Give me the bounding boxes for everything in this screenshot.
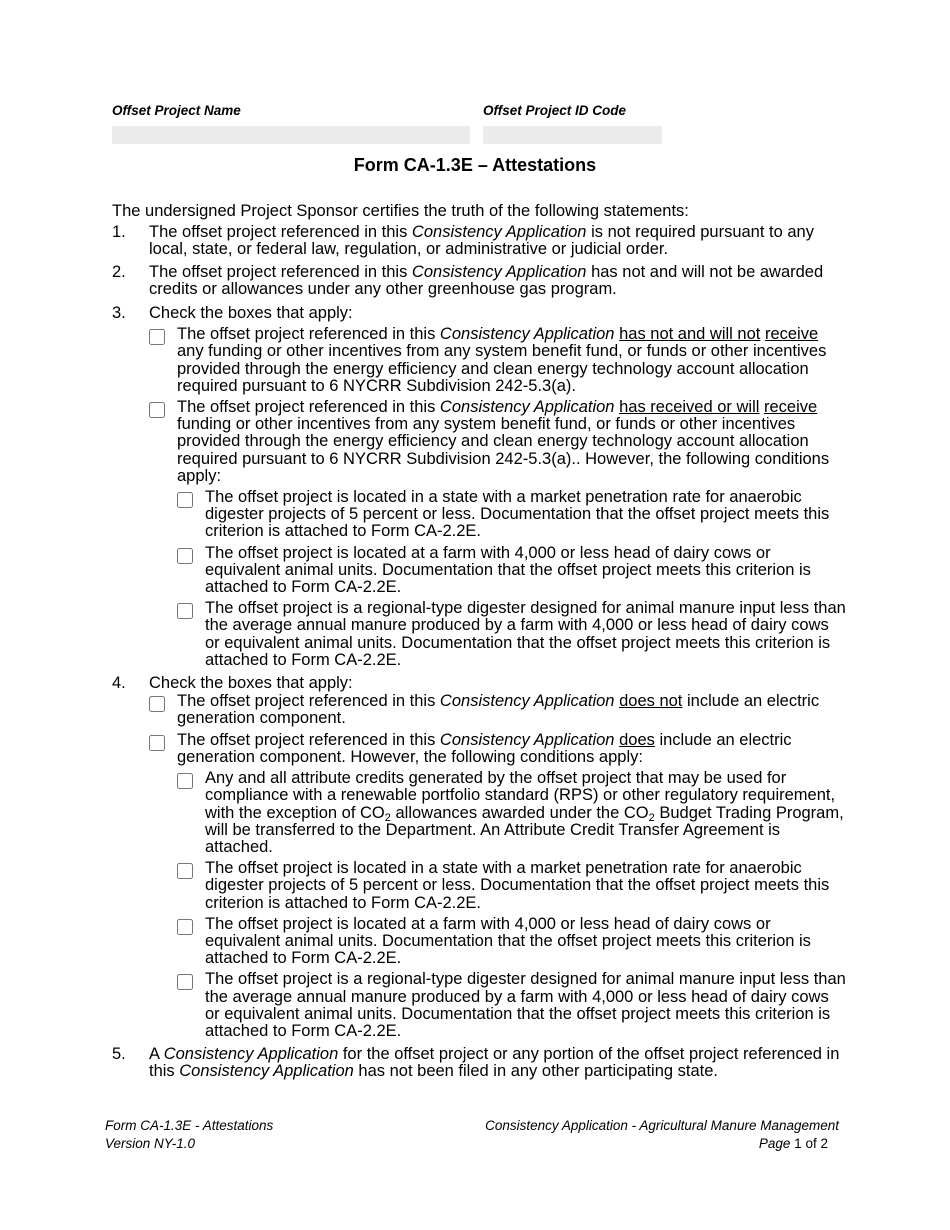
project-id-label: Offset Project ID Code xyxy=(483,103,627,118)
condition-text: The offset project is a regional-type digester designed for animal manure input less than the average annual manure produced by a farm with 4,000 or less head of dairy cows or equivalent animal units. Documentation that the offset project meets this criterion is attached to Form CA-2.2E. xyxy=(205,599,846,669)
attestation-item-2 xyxy=(112,264,847,298)
item-number: 3. xyxy=(112,304,126,323)
regional-digester-checkbox[interactable] xyxy=(177,974,193,990)
market-penetration-checkbox[interactable] xyxy=(177,863,193,879)
item-text: is not required pursuant to any local, state, or federal law, regulation, or administrative or judicial order. xyxy=(149,223,814,259)
option-text-underline: has received or will xyxy=(619,398,760,417)
item-heading: Check the boxes that apply: xyxy=(149,674,353,693)
option-text: The offset project referenced in this xyxy=(177,398,440,417)
condition-text: allowances awarded under the CO xyxy=(390,803,649,822)
page-of: of xyxy=(805,1136,817,1151)
condition-text: The offset project is located in a state with a market penetration rate for anaerobic digester projects of 5 percent or less. Documentation that the offset project meets this criterion is attached to Form CA-2.2E. xyxy=(205,859,830,912)
option-text-italic: Consistency Application xyxy=(439,730,615,749)
condition-regional-digester xyxy=(177,600,847,669)
project-name-label: Offset Project Name xyxy=(112,103,241,118)
item-heading: Check the boxes that apply: xyxy=(149,304,353,323)
attribute-credits-checkbox[interactable] xyxy=(177,773,193,789)
option-text-underline: does not xyxy=(619,692,683,711)
item-text: The offset project referenced in this xyxy=(149,223,412,242)
item-text-italic: Consistency Application xyxy=(411,262,587,281)
attestation-item-3 xyxy=(112,305,847,669)
footer-left xyxy=(105,1117,273,1153)
farm-size-checkbox[interactable] xyxy=(177,919,193,935)
condition-farm-size xyxy=(177,545,847,597)
item-text: A xyxy=(149,1045,164,1064)
footer-right xyxy=(419,1117,839,1153)
option-text: The offset project referenced in this xyxy=(177,730,440,749)
option-text-underline: receive xyxy=(764,398,818,417)
option-text-italic: Consistency Application xyxy=(439,692,615,711)
item-text: The offset project referenced in this xyxy=(149,262,412,281)
subscript: 2 xyxy=(384,811,391,824)
item-text: has not been filed in any other participating state. xyxy=(353,1062,718,1081)
attestations-body xyxy=(112,203,847,1086)
electric-included-checkbox[interactable] xyxy=(149,735,165,751)
funding-received-checkbox[interactable] xyxy=(149,402,165,418)
electric-option-included xyxy=(149,732,847,1040)
condition-text: The offset project is located at a farm with 4,000 or less head of dairy cows or equivalent animal units. Documentation that the offset project meets this criterion is attached to Form CA-2.2E. xyxy=(205,543,811,597)
condition-market-penetration xyxy=(177,860,847,912)
electric-option-not-included xyxy=(149,693,847,727)
condition-text: Budget Trading Program, will be transferred to the Department. An Attribute Credit Transfer Agreement is attached. xyxy=(205,803,844,856)
item-text: has not and will not be awarded credits or allowances under any other greenhouse gas program. xyxy=(149,262,824,298)
item-text-italic: Consistency Application xyxy=(179,1062,354,1081)
item-text-italic: Consistency Application xyxy=(411,223,587,242)
item-number: 4. xyxy=(112,674,126,693)
condition-text: The offset project is located in a state with a market penetration rate for anaerobic digester projects of 5 percent or less. Documentation that the offset project meets this criterion is attached to Form CA-2.2E. xyxy=(205,488,830,541)
option-text: The offset project referenced in this xyxy=(177,692,440,711)
intro-text: The undersigned Project Sponsor certifies the truth of the following statements: xyxy=(112,202,689,220)
subscript: 2 xyxy=(648,811,655,824)
option-text-underline: has not and will not xyxy=(619,325,761,344)
page-current: 1 xyxy=(794,1136,802,1151)
footer-application-type: Consistency Application - Agricultural Manure Management xyxy=(485,1118,839,1133)
attestation-item-5 xyxy=(112,1046,847,1080)
project-id-field[interactable] xyxy=(483,126,662,144)
funding-option-received xyxy=(149,399,847,669)
footer-page-number xyxy=(419,1135,839,1153)
condition-attribute-credits xyxy=(177,770,847,856)
option-text-italic: Consistency Application xyxy=(439,325,615,344)
option-text: include an electric generation component. xyxy=(177,692,820,728)
footer-form-name: Form CA-1.3E - Attestations xyxy=(105,1118,274,1133)
condition-text: Any and all attribute credits generated by the offset project that may be used for compliance with a renewable portfolio standard (RPS) or other regulatory requirement, with the exception of CO xyxy=(205,769,836,822)
option-text: any funding or other incentives from any system benefit fund, or funds or other incentives provided through the energy efficiency and clean energy technology account allocation required pursuant to 6 NYCRR Subdivision 242-5.3(a). xyxy=(177,342,827,395)
condition-market-penetration xyxy=(177,489,847,541)
option-text-underline: receive xyxy=(764,325,819,344)
page-label: Page xyxy=(758,1136,791,1151)
electric-not-included-checkbox[interactable] xyxy=(149,696,165,712)
project-name-field[interactable] xyxy=(112,126,470,144)
item-text-italic: Consistency Application xyxy=(163,1045,339,1064)
condition-regional-digester xyxy=(177,971,847,1040)
funding-option-not-received xyxy=(149,326,847,395)
page-total: 2 xyxy=(820,1136,828,1151)
option-text-italic: Consistency Application xyxy=(439,398,615,417)
attestation-item-1 xyxy=(112,224,847,258)
option-text-underline: does xyxy=(619,730,655,749)
item-number: 5. xyxy=(112,1045,126,1064)
item-text: for the offset project or any portion of the offset project referenced in this xyxy=(149,1045,840,1081)
item-number: 2. xyxy=(112,262,126,281)
footer-version: Version NY-1.0 xyxy=(105,1136,196,1151)
item-number: 1. xyxy=(112,223,126,242)
form-title: Form CA-1.3E – Attestations xyxy=(353,155,597,175)
option-text: funding or other incentives from any system benefit fund, or funds or other incentives provided through the energy efficiency and clean energy technology account allocation required pursuant to 6 NYCRR Subdivision 242-5.3(a).. However, the following conditions apply: xyxy=(177,415,830,485)
condition-farm-size xyxy=(177,916,847,968)
farm-size-checkbox[interactable] xyxy=(177,548,193,564)
attestation-item-4 xyxy=(112,675,847,1040)
funding-not-received-checkbox[interactable] xyxy=(149,329,165,345)
option-text: include an electric generation component. However, the following conditions apply: xyxy=(177,730,792,766)
condition-text: The offset project is located at a farm with 4,000 or less head of dairy cows or equivalent animal units. Documentation that the offset project meets this criterion is attached to Form CA-2.2E. xyxy=(205,914,811,968)
market-penetration-checkbox[interactable] xyxy=(177,492,193,508)
condition-text: The offset project is a regional-type digester designed for animal manure input less than the average annual manure produced by a farm with 4,000 or less head of dairy cows or equivalent animal units. Documentation that the offset project meets this criterion is attached to Form CA-2.2E. xyxy=(205,970,846,1040)
regional-digester-checkbox[interactable] xyxy=(177,603,193,619)
option-text: The offset project referenced in this xyxy=(177,325,440,344)
